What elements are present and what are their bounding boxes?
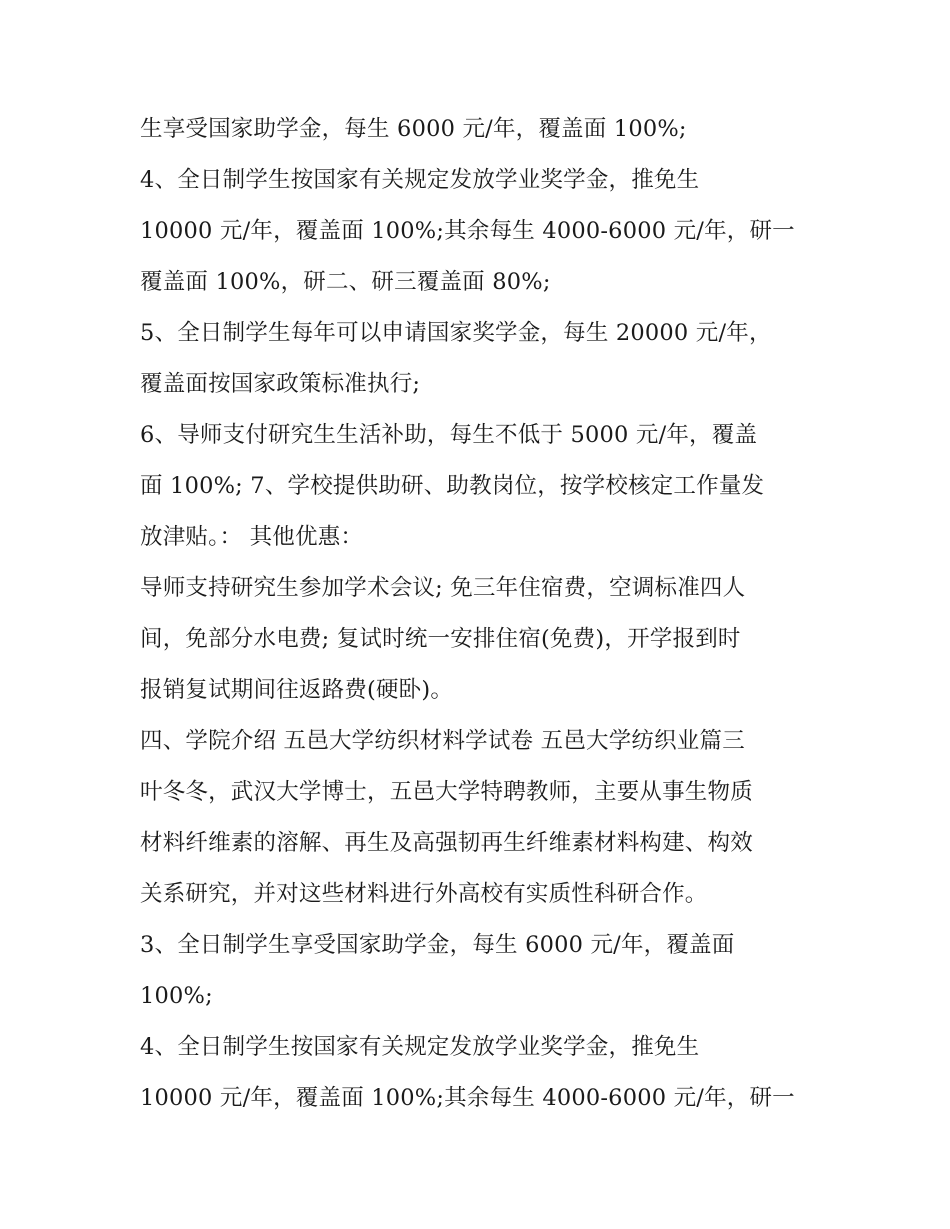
text-line: 3、全日制学生享受国家助学金，每生 6000 元/年，覆盖面 [140, 932, 735, 958]
text-line: 6、导师支付研究生生活补助，每生不低于 5000 元/年，覆盖 [140, 422, 758, 448]
text-line: 叶冬冬，武汉大学博士，五邑大学特聘教师，主要从事生物质 [140, 779, 753, 805]
text-line: 导师支持研究生参加学术会议; 免三年住宿费，空调标准四人 [140, 575, 746, 601]
text-line: 报销复试期间往返路费(硬卧)。 [140, 677, 454, 703]
text-line: 面 100%; 7、学校提供助研、助教岗位，按学校核定工作量发 [140, 473, 765, 499]
text-line: 覆盖面 100%，研二、研三覆盖面 80%; [140, 269, 551, 295]
text-line: 放津贴。： 其他优惠： [140, 524, 364, 550]
text-line: 关系研究，并对这些材料进行外高校有实质性科研合作。 [140, 881, 708, 907]
text-line: 四、学院介绍 五邑大学纺织材料学试卷 五邑大学纺织业篇三 [140, 728, 745, 754]
text-line: 10000 元/年，覆盖面 100%;其余每生 4000-6000 元/年，研一 [140, 218, 795, 244]
document-body [140, 104, 830, 1124]
text-line: 覆盖面按国家政策标准执行; [140, 371, 421, 397]
text-line: 10000 元/年，覆盖面 100%;其余每生 4000-6000 元/年，研一 [140, 1085, 795, 1111]
text-line: 材料纤维素的溶解、再生及高强韧再生纤维素材料构建、构效 [140, 830, 753, 856]
text-line: 5、全日制学生每年可以申请国家奖学金，每生 20000 元/年， [140, 320, 772, 346]
text-line: 4、全日制学生按国家有关规定发放学业奖学金，推免生 [140, 1034, 700, 1060]
text-line: 100%; [140, 983, 213, 1009]
text-line: 间，免部分水电费; 复试时统一安排住宿(免费)，开学报到时 [140, 626, 741, 652]
text-line: 生享受国家助学金，每生 6000 元/年，覆盖面 100%; [140, 116, 687, 142]
text-line: 4、全日制学生按国家有关规定发放学业奖学金，推免生 [140, 167, 700, 193]
